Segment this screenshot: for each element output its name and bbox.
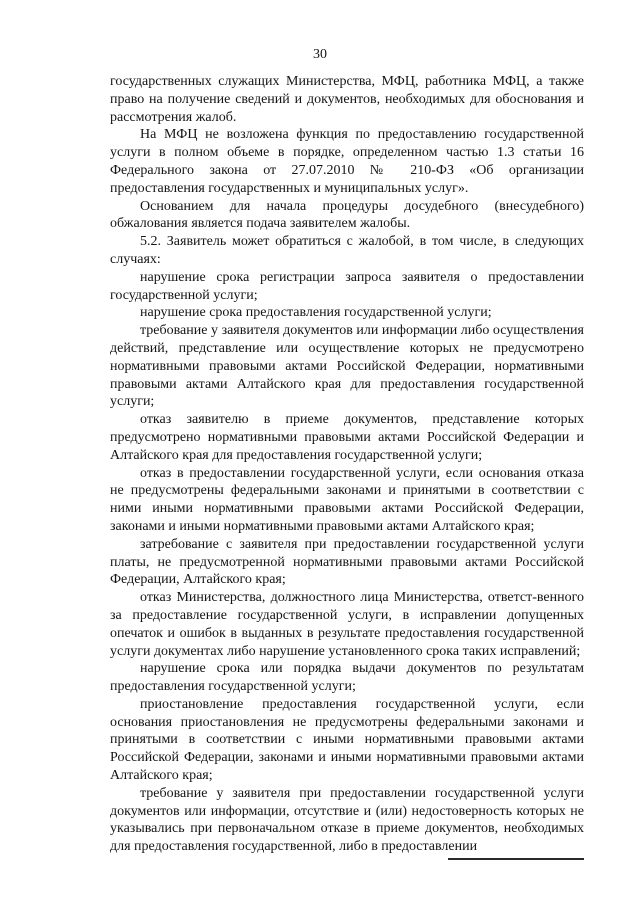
list-item: нарушение срока или порядка выдачи документов по результатам предоставления государственной услуги; xyxy=(110,661,584,695)
body-text xyxy=(110,73,584,856)
list-item: отказ в предоставлении государственной услуги, если основания отказа не предусмотрены федеральными законами и принятыми в соответствии с ними иными нормативными правовыми актами Российской Федерации, законами и иными нормативными правовыми актами Алтайского края; xyxy=(110,465,584,534)
bottom-rule xyxy=(448,858,584,860)
list-item: нарушение срока регистрации запроса заявителя о предоставлении государственной услуги; xyxy=(110,269,584,303)
paragraph: На МФЦ не возложена функция по предоставлению государственной услуги в полном объеме в порядке, определенном частью 1.3 статьи 16 Федерального закона от 27.07.2010 № 210-ФЗ «Об организации предоставления государственных и муниципальных услуг». xyxy=(110,127,584,196)
section-heading-paragraph: 5.2. Заявитель может обратиться с жалобой, в том числе, в следующих случаях: xyxy=(110,234,584,267)
paragraph: государственных служащих Министерства, МФЦ, работника МФЦ, а также право на получение сведений и документов, необходимых для обоснования и рассмотрения жалоб. xyxy=(110,74,584,125)
list-item: отказ Министерства, должностного лица Министерства, ответст-венного за предоставление государственной услуги, в исправлении допущенных опечаток и ошибок в выданных в результате предоставления государственной услуги документах либо нарушение установленного срока таких исправлений; xyxy=(110,590,584,659)
list-item: требование у заявителя документов или информации либо осуществления действий, представление или осуществление которых не предусмотрено нормативными правовыми актами Российской Федерации, нормативными правовыми актами Алтайского края для предоставления государственной услуги; xyxy=(110,323,584,410)
list-item: нарушение срока предоставления государственной услуги; xyxy=(140,305,492,321)
list-item: затребование с заявителя при предоставлении государственной услуги платы, не предусмотренной нормативными правовыми актами Российской Федерации, Алтайского края; xyxy=(110,536,584,588)
list-item: отказ заявителю в приеме документов, представление которых предусмотрено нормативными правовыми актами Российской Федерации и Алтайского края для предоставления государственной услуги; xyxy=(110,412,584,463)
paragraph: Основанием для начала процедуры досудебного (внесудебного) обжалования является подача заявителем жалобы. xyxy=(110,198,584,232)
list-item: требование у заявителя при предоставлении государственной услуги документов или информации, отсутствие и (или) недостоверность которых не указывались при первоначальном отказе в приеме документов, необходимых для предоставления государственной, либо в предоставлении xyxy=(110,785,584,855)
page-number: 30 xyxy=(313,47,327,62)
list-item: приостановление предоставления государственной услуги, если основания приостановления не предусмотрены федеральными законами и принятыми в соответствии с иными нормативными правовыми актами Российской Федерации, законами и иными нормативными правовыми актами Алтайского края; xyxy=(110,696,584,784)
